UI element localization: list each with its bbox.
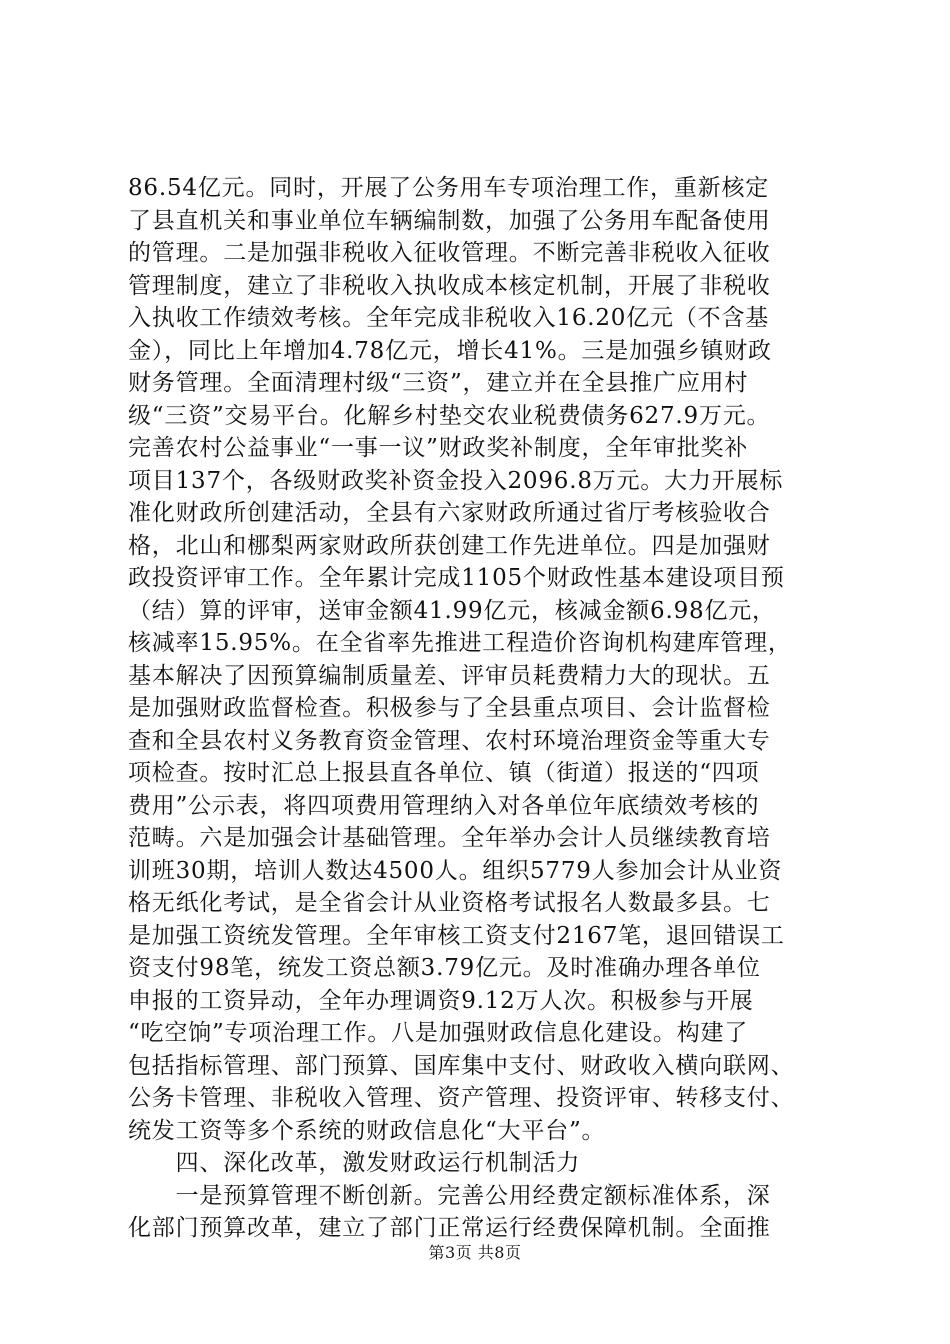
text-line: 86.54亿元。同时，开展了公务用车专项治理工作，重新核定: [128, 175, 770, 201]
text-line: 管理制度，建立了非税收入执收成本核定机制，开展了非税收: [128, 272, 771, 299]
text-line: 申报的工资异动，全年办理调资9.12万人次。积极参与开展: [128, 987, 754, 1014]
text-line: 项目137个，各级财政奖补资金投入2096.8万元。大力开展标: [128, 467, 784, 494]
text-line: 统发工资等多个系统的财政信息化“大平台”。: [128, 1117, 606, 1144]
text-line: 训班30期，培训人数达4500人。组织5779人参加会计从业资: [128, 857, 783, 884]
text-line: 的管理。二是加强非税收入征收管理。不断完善非税收入征收: [128, 240, 771, 266]
text-line: 完善农村公益事业“一事一议”财政奖补制度，全年审批奖补: [128, 435, 749, 461]
text-line: 财务管理。全面清理村级“三资”，建立并在全县推广应用村: [128, 370, 749, 396]
text-line: 公务卡管理、非税收入管理、资产管理、投资评审、转移支付、: [128, 1085, 795, 1111]
text-line: 格无纸化考试，是全省会计从业资格考试报名人数最多县。七: [128, 890, 771, 916]
text-line: 级“三资”交易平台。化解乡村垫交农业税费债务627.9万元。: [128, 402, 771, 429]
text-line: 费用”公示表，将四项费用管理纳入对各单位年底绩效考核的: [128, 792, 760, 819]
section-heading: 四、深化改革，激发财政运行机制活力: [128, 1150, 581, 1176]
text-line: 是加强财政监督检查。积极参与了全县重点项目、会计监督检: [128, 695, 771, 721]
text-line: 政投资评审工作。全年累计完成1105个财政性基本建设项目预: [128, 565, 785, 591]
text-line: 格，北山和梛梨两家财政所获创建工作先进单位。四是加强财: [128, 532, 771, 559]
text-line: 金），同比上年增加4.78亿元，增长41%。三是加强乡镇财政: [128, 337, 772, 364]
text-line: 一是预算管理不断创新。完善公用经费定额标准体系，深: [128, 1182, 771, 1209]
text-line: 化部门预算改革，建立了部门正常运行经费保障机制。全面推: [128, 1215, 771, 1241]
text-line: 范畴。六是加强会计基础管理。全年举办会计人员继续教育培: [128, 825, 771, 851]
text-line: 包括指标管理、部门预算、国库集中支付、财政收入横向联网、: [128, 1052, 795, 1079]
document-body: [128, 172, 858, 1245]
text-line: 了县直机关和事业单位车辆编制数，加强了公务用车配备使用: [128, 207, 771, 234]
text-line: 资支付98笔，统发工资总额3.79亿元。及时准确办理各单位: [128, 955, 761, 981]
text-line: “吃空饷”专项治理工作。八是加强财政信息化建设。构建了: [128, 1020, 749, 1046]
text-line: 准化财政所创建活动，全县有六家财政所通过省厅考核验收合: [128, 500, 771, 526]
text-line: 查和全县农村义务教育资金管理、农村环境治理资金等重大专: [128, 727, 771, 754]
text-line: 核减率15.95%。在全省率先推进工程造价咨询机构建库管理，: [128, 630, 792, 656]
text-line: （结）算的评审，送审金额41.99亿元，核减金额6.98亿元，: [128, 597, 776, 624]
page-number-footer: 第3页 共8页: [428, 1243, 522, 1262]
text-line: 项检查。按时汇总上报县直各单位、镇（街道）报送的“四项: [128, 760, 760, 786]
text-line: 入执收工作绩效考核。全年完成非税收入16.20亿元（不含基: [128, 305, 770, 331]
text-line: 基本解决了因预算编制质量差、评审员耗费精力大的现状。五: [128, 662, 771, 689]
text-line: 是加强工资统发管理。全年审核工资支付2167笔，退回错误工: [128, 922, 785, 949]
